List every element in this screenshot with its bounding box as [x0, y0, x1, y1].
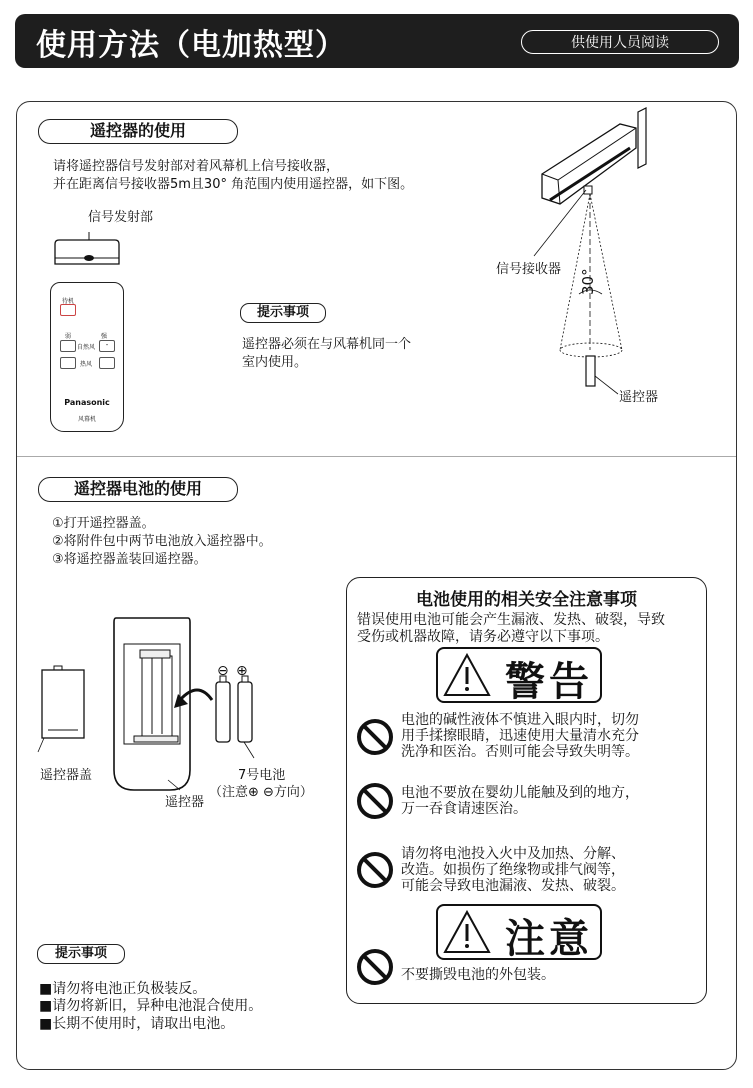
remote-hot-wind-label: 热风 [80, 361, 93, 368]
safety-item-3-line-3: 可能会导致电池漏液、发热、破裂。 [401, 878, 625, 894]
battery-label: 7号电池 [238, 768, 286, 783]
safety-intro-line-2: 受伤或机器故障，请务必遵守以下事项。 [357, 629, 609, 645]
remote-label-section2: 遥控器 [165, 795, 205, 810]
battery-tip-heading: 提示事项 [37, 944, 125, 964]
safety-item-3-line-2: 改造。如损伤了绝缘物或排气阀等， [401, 862, 625, 878]
hot-wind-button-left [60, 357, 76, 369]
angle-label: 30° [579, 268, 597, 295]
remote-strong-label: 强 [101, 333, 108, 340]
caution-triangle-icon [442, 909, 492, 955]
safety-item-3-line-1: 请勿将电池投入火中及加热、分解、 [401, 846, 625, 862]
caution-item: 不要撕毁电池的外包装。 [401, 967, 555, 983]
safety-item-1-line-3: 洗净和医治。否则可能会导致失明等。 [401, 744, 639, 760]
warning-triangle-icon [442, 652, 492, 698]
remote-tip-heading: 提示事项 [240, 303, 326, 323]
standby-button [60, 304, 76, 316]
cover-label: 遥控器盖 [40, 768, 93, 783]
remote-intro-line-1: 请将遥控器信号发射部对着风幕机上信号接收器， [53, 159, 340, 174]
battery-heading: 遥控器电池的使用 [38, 477, 238, 502]
prohibited-icon-2 [355, 781, 395, 821]
remote-brand: Panasonic [64, 398, 110, 407]
emitter-label: 信号发射部 [88, 210, 154, 225]
remote-tip-line-1: 遥控器必须在与风幕机同一个 [242, 337, 412, 352]
safety-title: 电池使用的相关安全注意事项 [416, 590, 637, 610]
page-title: 使用方法（电加热型） [36, 28, 346, 63]
air-curtain-illustration [480, 104, 680, 404]
battery-step-2: ②将附件包中两节电池放入遥控器中。 [52, 534, 272, 549]
polarity-plus-icon: ⊕ [236, 663, 248, 679]
remote-model: 风幕机 [77, 416, 96, 423]
battery-step-3: ③将遥控器盖装回遥控器。 [52, 552, 207, 567]
battery-note: （注意⊕ ⊖方向） [209, 785, 313, 800]
safety-item-1-line-1: 电池的碱性液体不慎进入眼内时，切勿 [401, 712, 639, 728]
section-divider [17, 456, 736, 457]
warning-word: 警告 [505, 659, 593, 705]
remote-label-section1: 遥控器 [619, 390, 659, 405]
battery-tip-2: ■请勿将新旧，异种电池混合使用。 [39, 998, 263, 1014]
prohibited-icon-1 [355, 717, 395, 757]
safety-item-2-line-2: 万一吞食请速医治。 [401, 801, 527, 817]
battery-tip-1: ■请勿将电池正负极装反。 [39, 981, 207, 997]
minus-button: - [99, 340, 115, 352]
caution-word: 注意 [505, 916, 593, 962]
polarity-minus-icon: ⊖ [217, 663, 229, 679]
remote-tip-line-2: 室内使用。 [242, 355, 308, 370]
remote-standby-label: 待机 [62, 298, 75, 305]
safety-item-2-line-1: 电池不要放在婴幼儿能触及到的地方， [401, 785, 639, 801]
remote-emitter-illustration [45, 228, 135, 274]
remote-usage-heading: 遥控器的使用 [38, 119, 238, 144]
safety-item-1-line-2: 用手揉擦眼睛，迅速使用大量清水充分 [401, 728, 639, 744]
prohibited-icon-3 [355, 850, 395, 890]
remote-weak-label: 弱 [65, 333, 72, 340]
receiver-label: 信号接收器 [496, 262, 562, 277]
weak-button [60, 340, 76, 352]
battery-step-1: ①打开遥控器盖。 [52, 516, 155, 531]
battery-tip-3: ■长期不使用时，请取出电池。 [39, 1016, 235, 1032]
prohibited-icon-4 [355, 947, 395, 987]
remote-natural-wind-label: 自然风 [77, 344, 96, 351]
hot-wind-button-right [99, 357, 115, 369]
safety-intro-line-1: 错误使用电池可能会产生漏液、发热、破裂，导致 [357, 612, 665, 628]
remote-intro-line-2: 并在距离信号接收器5m且30° 角范围内使用遥控器，如下图。 [53, 177, 414, 192]
reader-badge: 供使用人员阅读 [521, 30, 719, 54]
